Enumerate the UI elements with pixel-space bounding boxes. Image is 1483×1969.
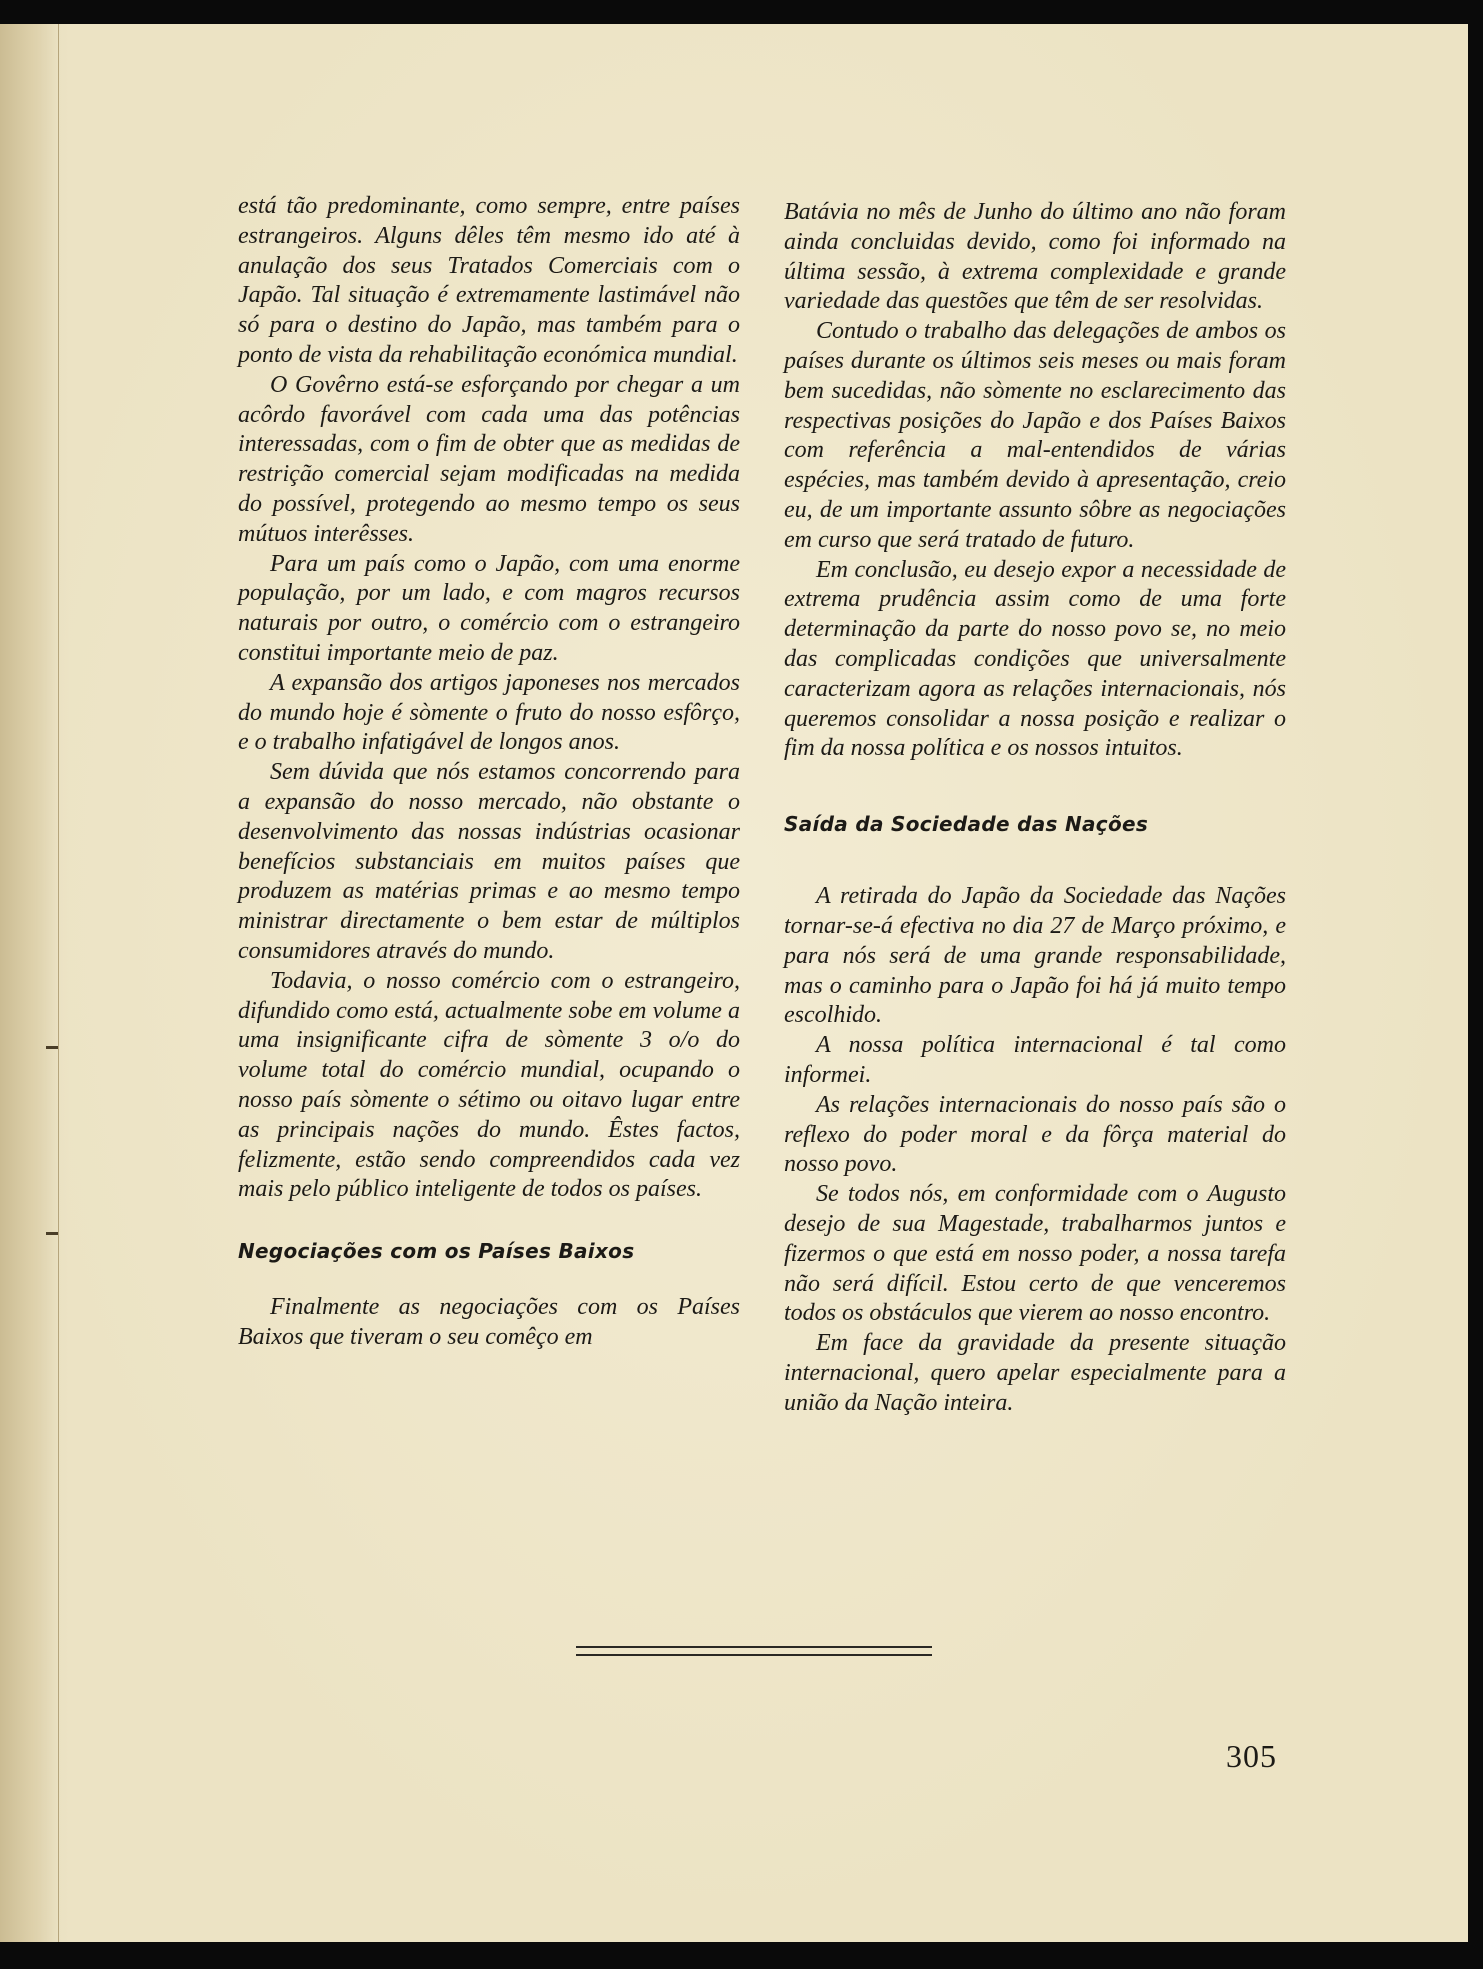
paragraph: Todavia, o nosso comércio com o estrangeiro, difundido como está, actualmente sobe em volume a uma insignificante cifra de sòmente 3 o/o do volume total do comércio mundial, ocupando o nosso país sòmente o sétimo ou oitavo lugar entre as principais nações do mundo. Êstes factos, felizmente, estão sendo compreendidos cada vez mais pelo público inteligente de todos os países. <box>238 967 740 1203</box>
paragraph: está tão predominante, como sempre, entre países estrangeiros. Alguns dêles têm mesmo ido até à anulação dos seus Tratados Comerciais com o Japão. Tal situação é extremamente lastimável não só para o destino do Japão, mas também para o ponto de vista da rehabilitação económica mundial. <box>238 193 740 368</box>
margin-mark <box>46 1232 58 1235</box>
paragraph: A expansão dos artigos japoneses nos mercados do mundo hoje é sòmente o fruto do nosso esfôrço, e o trabalho infatigável de longos anos. <box>238 669 740 756</box>
paragraph: As relações internacionais do nosso país são o reflexo do poder moral e da fôrça material do nosso povo. <box>784 1091 1286 1178</box>
paragraph: Batávia no mês de Junho do último ano não foram ainda concluidas devido, como foi informado na última sessão, à extrema complexidade e grande variedade das questões que têm de ser resolvidas. <box>784 199 1286 315</box>
right-column <box>784 198 1286 1418</box>
section-heading-saida: Saída da Sociedade das Nações <box>784 812 1149 837</box>
paragraph: Para um país como o Japão, com uma enorme população, por um lado, e com magros recursos naturais por outro, o comércio com o estrangeiro constitui importante meio de paz. <box>238 550 740 666</box>
page-number: 305 <box>1226 1738 1277 1774</box>
paragraph: Finalmente as negociações com os Países Baixos que tiveram o seu comêço em <box>238 1294 740 1350</box>
left-column <box>238 192 740 1353</box>
divider-rule <box>576 1646 932 1648</box>
divider-rule <box>576 1654 932 1656</box>
paragraph: O Govêrno está-se esforçando por chegar a um acôrdo favorável com cada uma das potências interessadas, com o fim de obter que as medidas de restrição comercial sejam modificadas na medida do possível, protegendo ao mesmo tempo os seus mútuos interêsses. <box>238 371 740 547</box>
paragraph: A retirada do Japão da Sociedade das Nações tornar-se-á efectiva no dia 27 de Março próximo, e para nós será de uma grande responsabilidade, mas o caminho para o Japão foi há já muito tempo escolhido. <box>784 883 1286 1029</box>
section-heading-negociacoes: Negociações com os Países Baixos <box>238 1239 635 1264</box>
binding-gutter <box>0 24 59 1942</box>
paragraph: A nossa política internacional é tal como informei. <box>784 1032 1286 1088</box>
paragraph: Em conclusão, eu desejo expor a necessidade de extrema prudência assim como de uma forte determinação da parte do nosso povo se, no meio das complicadas condições que universalmente caracterizam agora as relações internacionais, nós queremos consolidar a nossa posição e realizar o fim da nossa política e os nossos intuitos. <box>784 556 1286 762</box>
margin-mark <box>46 1046 58 1049</box>
paragraph: Se todos nós, em conformidade com o Augusto desejo de sua Magestade, trabalharmos juntos e fizermos o que está em nosso poder, a nossa tarefa não será difícil. Estou certo de que venceremos todos os obstáculos que vierem ao nosso encontro. <box>784 1181 1286 1327</box>
paragraph: Em face da gravidade da presente situação internacional, quero apelar especialmente para a união da Nação inteira. <box>784 1330 1286 1416</box>
paragraph: Sem dúvida que nós estamos concorrendo para a expansão do nosso mercado, não obstante o desenvolvimento das nossas indústrias ocasionar benefícios substanciais em muitos países que produzem as matérias primas e ao mesmo tempo ministrar directamente o bem estar de múltiplos consumidores através do mundo. <box>238 759 740 964</box>
paragraph: Contudo o trabalho das delegações de ambos os países durante os últimos seis meses ou mais foram bem sucedidas, não sòmente no esclarecimento das respectivas posições do Japão e dos Países Baixos com referência a mal-entendidos de várias espécies, mas também devido à apresentação, creio eu, de um importante assunto sôbre as negociações em curso que será tratado de futuro. <box>784 318 1286 553</box>
